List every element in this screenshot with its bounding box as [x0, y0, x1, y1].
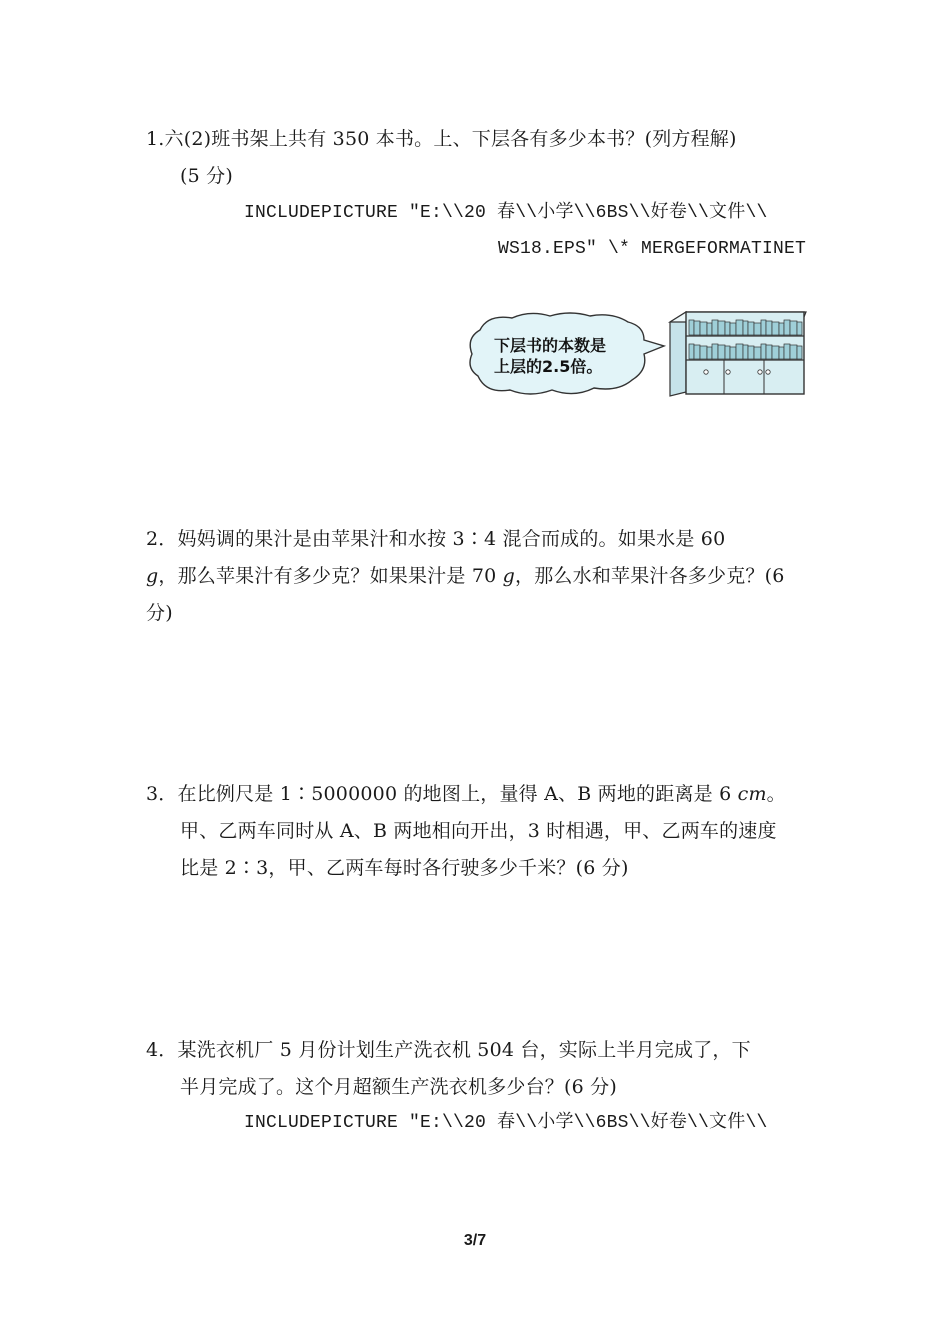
book-spine — [736, 344, 743, 359]
q4-text-line2: 半月完成了。这个月超额生产洗衣机多少台？(6 分) — [180, 1076, 617, 1098]
book-spine — [694, 345, 700, 359]
page-number: 3/7 — [463, 1232, 487, 1249]
q1-text-line2: (5 分) — [180, 165, 233, 187]
book-spine — [754, 323, 761, 335]
q3-text-line1 — [146, 782, 786, 806]
book-spine — [748, 346, 754, 359]
book-spine — [736, 320, 743, 335]
q2-text-line2 — [146, 564, 785, 588]
book-spine — [766, 321, 772, 335]
book-spine — [797, 322, 802, 335]
q2-text-line2a: ，那么苹果汁有多少克？如果果汁是 70 — [158, 565, 503, 587]
book-spine — [700, 322, 707, 335]
book-spine — [712, 320, 718, 335]
bubble-text-line1: 下层书的本数是 — [494, 336, 607, 355]
book-spine — [707, 347, 712, 359]
q4-text-line1: 4．某洗衣机厂 5 月份计划生产洗衣机 504 台，实际上半月完成了，下 — [146, 1039, 751, 1061]
q2-unit-g: g — [146, 565, 159, 587]
book-spine — [766, 345, 772, 359]
book-spine — [743, 345, 748, 359]
book-spine — [725, 322, 730, 335]
book-spine — [772, 322, 779, 335]
q2-unit-g-2: g — [502, 565, 516, 587]
book-spine — [718, 345, 725, 359]
book-spine — [700, 346, 707, 359]
q2-text-line3: 分) — [146, 602, 173, 624]
book-spine — [689, 320, 694, 335]
q1-field-code-line2: WS18.EPS" \* MERGEFORMATINET — [497, 239, 806, 259]
book-spine — [761, 344, 766, 359]
q3-text-line3: 比是 2∶3，甲、乙两车每时各行驶多少千米？(6 分) — [180, 857, 629, 879]
bookshelf-illustration — [466, 310, 808, 402]
book-spine — [712, 344, 718, 359]
book-spine — [797, 346, 802, 359]
book-spine — [743, 321, 748, 335]
q1-text-line1: 1.六(2)班书架上共有 350 本书。上、下层各有多少本书？(列方程解) — [146, 128, 737, 150]
book-spine — [730, 323, 736, 335]
q1-field-code-line1: INCLUDEPICTURE "E:\\20 春\\小学\\6BS\\好卷\\文件\\ — [244, 203, 768, 223]
bubble-text-line2: 上层的2.5倍。 — [494, 357, 603, 376]
book-spine — [784, 320, 790, 335]
book-spine — [694, 321, 700, 335]
book-spine — [718, 321, 725, 335]
book-spine — [730, 347, 736, 359]
q3-text-line1a: 3．在比例尺是 1∶5000000 的地图上，量得 A、B 两地的距离是 6 — [146, 783, 738, 805]
book-spine — [689, 344, 694, 359]
book-spine — [772, 346, 779, 359]
book-spine — [779, 347, 784, 359]
book-spine — [784, 344, 790, 359]
bookshelf — [670, 312, 806, 396]
q3-unit-cm: cm — [737, 783, 767, 805]
book-spine — [761, 320, 766, 335]
book-spine — [725, 346, 730, 359]
book-spine — [748, 322, 754, 335]
book-spine — [790, 345, 797, 359]
book-spine — [707, 323, 712, 335]
q4-field-code-line1: INCLUDEPICTURE "E:\\20 春\\小学\\6BS\\好卷\\文件\\ — [244, 1113, 768, 1133]
q3-text-line2: 甲、乙两车同时从 A、B 两地相向开出，3 时相遇，甲、乙两车的速度 — [180, 820, 777, 842]
q2-text-line1: 2．妈妈调的果汁是由苹果汁和水按 3∶4 混合而成的。如果水是 60 — [146, 528, 726, 550]
q3-text-line1b: 。 — [766, 783, 786, 805]
book-spine — [779, 323, 784, 335]
book-spine — [790, 321, 797, 335]
q2-text-line2b: ，那么水和苹果汁各多少克？(6 — [515, 565, 785, 587]
book-spine — [754, 347, 761, 359]
